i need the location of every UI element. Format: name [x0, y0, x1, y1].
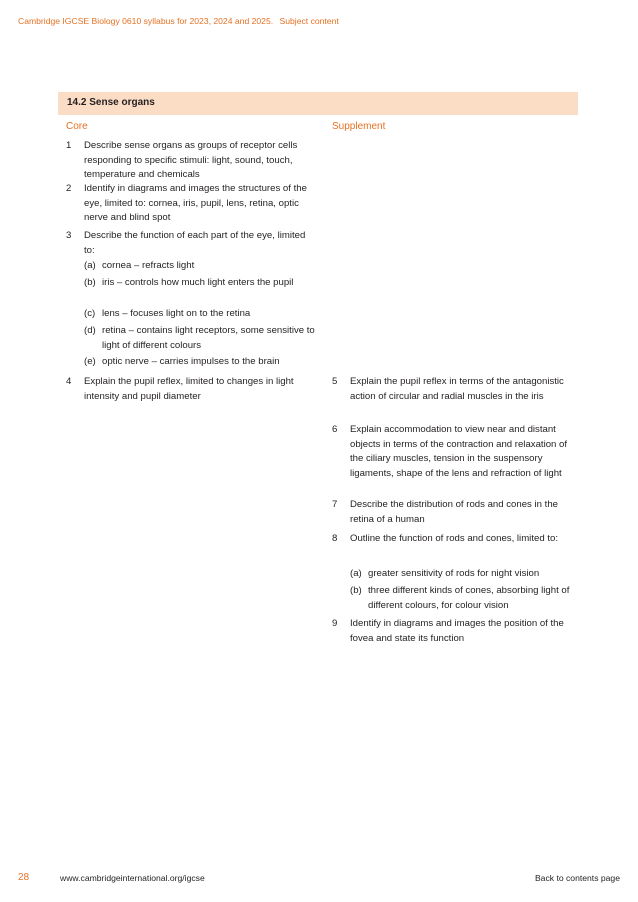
- supplement-item-9: [332, 617, 572, 646]
- item-number: 3: [66, 230, 72, 241]
- core-item-4: [66, 375, 306, 404]
- sub-text: cornea – refracts light: [102, 260, 195, 271]
- item-number: 8: [332, 533, 338, 544]
- sub-text: greater sensitivity of rods for night vision: [368, 568, 540, 579]
- item-text: Describe sense organs as groups of receptor cells responding to specific stimuli: light, sound, touch, temperature and chemicals: [84, 140, 298, 181]
- running-head-section: Subject content: [279, 16, 339, 26]
- supplement-item-8: [332, 532, 572, 547]
- core-item-3-sub-d: [84, 324, 316, 353]
- sub-label: (c): [84, 308, 96, 319]
- supplement-item-8-sub-b: [350, 584, 578, 613]
- running-head-title: Cambridge IGCSE Biology 0610 syllabus for 2023, 2024 and 2025.: [18, 16, 274, 26]
- back-to-contents-link[interactable]: Back to contents page: [534, 873, 620, 883]
- item-number: 9: [332, 618, 338, 629]
- sub-label: (a): [84, 260, 96, 271]
- item-text: Identify in diagrams and images the structures of the eye, limited to: cornea, iris, pupil, lens, retina, optic nerve and blind spot: [84, 183, 307, 224]
- item-number: 1: [66, 140, 72, 151]
- supplement-item-6: [332, 423, 578, 481]
- sub-label: (e): [84, 356, 96, 367]
- sub-text: optic nerve – carries impulses to the brain: [102, 356, 280, 367]
- page-number: 28: [18, 872, 30, 883]
- supplement-column-heading: Supplement: [332, 121, 386, 132]
- item-text: Identify in diagrams and images the position of the fovea and state its function: [350, 618, 564, 644]
- item-number: 6: [332, 424, 338, 435]
- section-title: 14.2 Sense organs: [67, 97, 155, 108]
- item-text: Describe the function of each part of the eye, limited to:: [84, 230, 306, 256]
- core-item-1: [66, 139, 316, 183]
- item-number: 2: [66, 183, 72, 194]
- sub-text: three different kinds of cones, absorbing light of different colours, for colour vision: [368, 585, 570, 611]
- sub-text: retina – contains light receptors, some sensitive to light of different colours: [102, 325, 315, 351]
- supplement-item-5: [332, 375, 578, 404]
- item-number: 4: [66, 376, 72, 387]
- supplement-item-8-sub-a: [350, 567, 578, 582]
- sub-label: (b): [350, 585, 362, 596]
- sub-label: (a): [350, 568, 362, 579]
- sub-text: lens – focuses light on to the retina: [102, 308, 251, 319]
- sub-text: iris – controls how much light enters the pupil: [102, 277, 294, 288]
- core-item-2: [66, 182, 316, 226]
- core-item-3-sub-b: [84, 276, 294, 291]
- sub-label: (b): [84, 277, 96, 288]
- sub-label: (d): [84, 325, 96, 336]
- section-heading-bar: [58, 92, 578, 115]
- core-column-heading: Core: [66, 121, 88, 132]
- core-item-3: [66, 229, 316, 258]
- item-text: Describe the distribution of rods and cones in the retina of a human: [350, 499, 558, 525]
- item-text: Outline the function of rods and cones, limited to:: [350, 533, 558, 544]
- item-number: 7: [332, 499, 338, 510]
- item-text: Explain the pupil reflex, limited to changes in light intensity and pupil diameter: [84, 376, 294, 402]
- supplement-item-7: [332, 498, 578, 527]
- item-text: Explain accommodation to view near and distant objects in terms of the contraction and relaxation of the ciliary muscles, tension in the suspensory ligaments, shape of the lens and refraction of light: [350, 424, 568, 479]
- item-text: Explain the pupil reflex in terms of the antagonistic action of circular and radial muscles in the iris: [350, 376, 564, 402]
- website-link[interactable]: www.cambridgeinternational.org/igcse: [60, 873, 205, 883]
- running-head: [18, 16, 339, 26]
- core-item-3-sub-c: [84, 307, 316, 322]
- core-item-3-sub-e: [84, 355, 324, 370]
- core-item-3-sub-a: [84, 259, 316, 274]
- item-number: 5: [332, 376, 338, 387]
